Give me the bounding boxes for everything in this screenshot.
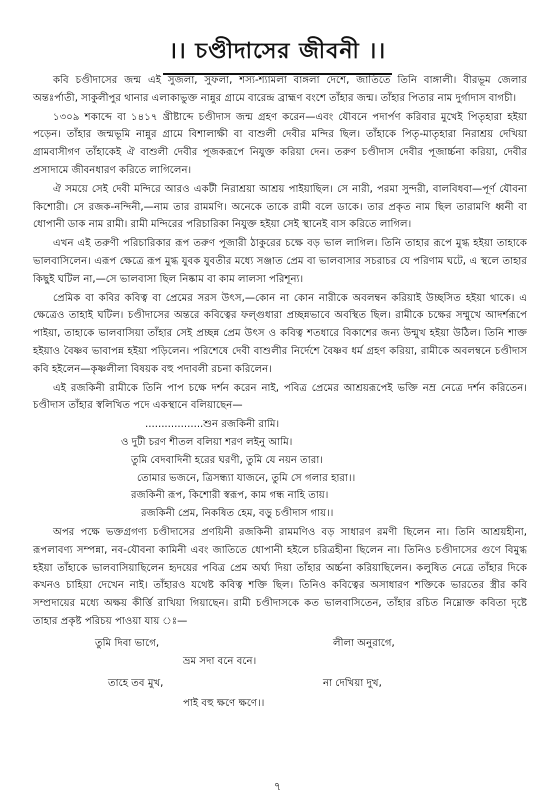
verse-line-4: পাই বহু ক্ষণে ক্ষণে।।: [183, 697, 265, 709]
body-text: [33, 72, 527, 711]
rami-verse: [33, 631, 527, 711]
paragraph-birth: কবি চণ্ডীদাসের জন্ম এই সুজলা, সুফলা, শস্য-শ্যামলা বাঙ্গলা দেশে, জাতিতে তিনি বাঙ্গালী। বীরভূম জেলার অন্তঃর্পাতী, সাকুলীপুর থানার এলাকাভুক্ত নান্নুর গ্রামে বারেন্দ্র ব্রাহ্মণ বংশে তাঁহার জন্ম। তাঁহার পিতার নাম দুর্গাদাস বাগচী।: [33, 75, 527, 104]
poem-line: তুমি বেদবাদিনী হরের ঘরণী, তুমি যে নয়ন তারা।: [131, 454, 323, 466]
verse-line-1b: লীলা অনুরাগে,: [333, 637, 395, 649]
paragraph-early-life: ১৩০৯ শকাব্দে বা ১৪১৭ খ্রীষ্টাব্দে চণ্ডীদাস জন্ম গ্রহণ করেন—এবং যৌবনে পদার্পণ করিবার মুখেই পিতৃহারা হইয়া পড়েন। তাঁহার জন্মভূমি নান্নুর গ্রামে বিশালাক্ষী বা বাশুলী দেবীর মন্দির ছিল। তাঁহাকে পিতৃ-মাতৃহারা নিরাশ্রয় দেখিয়া গ্রামবাসীগণ তাঁহাকেই ঐ বাশুলী দেবীর পূজকরূপে নিযুক্ত করিয়া দেন। তরুণ চণ্ডীদাস দেবীর পূজার্চ্চনা করিয়া, দেবীর প্রসাদামে জীবনধারণ করিতে লাগিলেন।: [33, 111, 527, 176]
paragraph-poetry: প্রেমিক বা কবির কবিত্ব বা প্রেমের সরস উৎস,—কোন না কোন নারীকে অবলম্বন করিয়াই উচ্ছসিত হইয়া থাকে। এ ক্ষেত্রেও তাহাই ঘটিল। চণ্ডীদাসের অন্তরে কবিত্বের ফল্গুধারা প্রচ্ছন্নভাবে অবস্থিত ছিল। রামীকে চক্ষের সম্মুখে আদর্শরূপে পাইয়া, তাহাকে ভালবাসিয়া তাঁহার সেই প্রচ্ছন্ন প্রেম উৎস ও কবিত্ব শতধারে বিকাশের জন্য উন্মুখ হইয়া উঠিল। তিনি শাক্ত হইয়াও বৈষ্ণব ভাবাপন্ন হইয়া পড়িলেন। পরিশেষে দেবী বাশুলীর নির্দেশে বৈষ্ণব ধর্ম গ্রহণ করিয়া, রামীকে অবলম্বনে চণ্ডীদাস কবি হইলেন—কৃষ্ণলীলা বিষয়ক বহু পদাবলী রচনা করিলেন।: [33, 292, 527, 375]
poem-line: ও দুটী চরণ শীতল বলিয়া শরণ লইনু আমি।: [121, 436, 293, 448]
paragraph-rami-virtue: অপর পক্ষে ভক্তগ্রগণ্য চণ্ডীদাসের প্রণয়িনী রজকিনী রামমণিও বড় সাধারণ রমণী ছিলেন না। তিনি আশ্রয়হীনা, রূপলাবণ্য সম্পন্না, নব-যৌবনা কামিনী এবং জাতিতে ধোপানী হইলে চরিত্রহীনা ছিলেন না। তিনিও চণ্ডীদাসের গুণে বিমুগ্ধ হইয়া তাঁহাকে ভালবাসিয়াছিলেন হৃদয়ের পবিত্র প্রেম অর্ঘ্য দিয়া তাঁহার অর্চ্চনা করিয়াছিলেন। কলুষিত নেত্রে তাঁহার দিকে কখনও চাহিয়া দেখেন নাই। তাঁহারও যথেষ্ট কবিত্ব শক্তি ছিল। তিনিও কবিত্বের অসাধারণ শক্তিকে ভারতের স্ত্রীর কবি সম্প্রদায়ের মধ্যে অক্ষয় কীর্ত্তি রাখিয়া গিয়াছেন। রামী চণ্ডীদাসকে কত ভালবাসিতেন, তাঁহার রচিত নিম্নোক্ত কবিতা দৃষ্টে তাহার প্রকৃষ্ট পরিচয় পাওয়া যায় ঃ—: [33, 526, 527, 627]
quoted-poem: [33, 416, 527, 523]
poem-line: রজকিনী রূপ, কিশোরী স্বরূপ, কাম গন্ধ নাহি তায়।: [131, 490, 329, 502]
verse-line-3b: না দেখিয়া দুখ,: [323, 677, 382, 689]
paragraph-love: এখন এই তরুণী পরিচারিকার রূপ তরুণ পূজারী ঠাকুরের চক্ষে বড় ভাল লাগিল। তিনি তাহার রূপে মুগ্ধ হইয়া তাহাকে ভালবাসিলেন। এরূপ ক্ষেত্রে রূপ মুগ্ধ যুবক যুবতীর মধ্যে সঞ্জাত প্রেম বা ভালবাসার সচরাচর যে পরিণাম ঘটে, এ স্থলে তাহার কিছুই ঘটিল না,—সে ভালবাসা ছিল নিষ্কাম বা কাম লালসা পরিশূন্য।: [33, 238, 527, 285]
verse-line-2: ভ্রম সদা বনে বনে।: [183, 655, 257, 667]
poem-line: রজকিনী প্রেম, নিকষিত হেম, বড়ু চণ্ডীদাস গায়।।: [141, 508, 334, 520]
title-area: [0, 0, 555, 68]
verse-line-3a: তাহে তব মুখ,: [108, 677, 164, 689]
page-title: ।। চণ্ডীদাসের জীবনী ।।: [163, 34, 392, 75]
paragraph-devotion: এই রজকিনী রামীকে তিনি পাপ চক্ষে দর্শন করেন নাই, পবিত্র প্রেমের আশ্রয়রূপেই ভক্তি নম্র নেত্রে দর্শন করিতেন। চণ্ডীদাস তাঁহার স্বলিখিত পদে একস্থানে বলিয়াছেন—: [33, 382, 527, 412]
paragraph-rami-intro: ঐ সময়ে সেই দেবী মন্দিরে আরও একটী নিরাশ্রয়া আশ্রয় পাইয়াছিল। সে নারী, পরমা সুন্দরী, বালবিধবা—পূর্ণ যৌবনা কিশোরী। সে রজক-নন্দিনী,—নাম তার রামমণি। অনেকে তাকে রামী বলে ডাকে। তার প্রকৃত নাম ছিল তারামণি ধ্বনী বা ধোপানী ডাক নাম রামী। রামী মন্দিরের পরিচারিকা নিযুক্ত হইয়া সেই স্থানেই বাস করিতে লাগিল।: [33, 183, 527, 231]
poem-line: তোমার ভজনে, ত্রিসন্ধ্যা যাজনে, তুমি সে গলার হারা।।: [137, 472, 356, 484]
page-number: ৭: [273, 780, 282, 793]
verse-line-1a: তুমি দিবা ভাগে,: [95, 637, 160, 649]
poem-line: ..................শুন রজকিনী রামি।: [145, 419, 280, 431]
